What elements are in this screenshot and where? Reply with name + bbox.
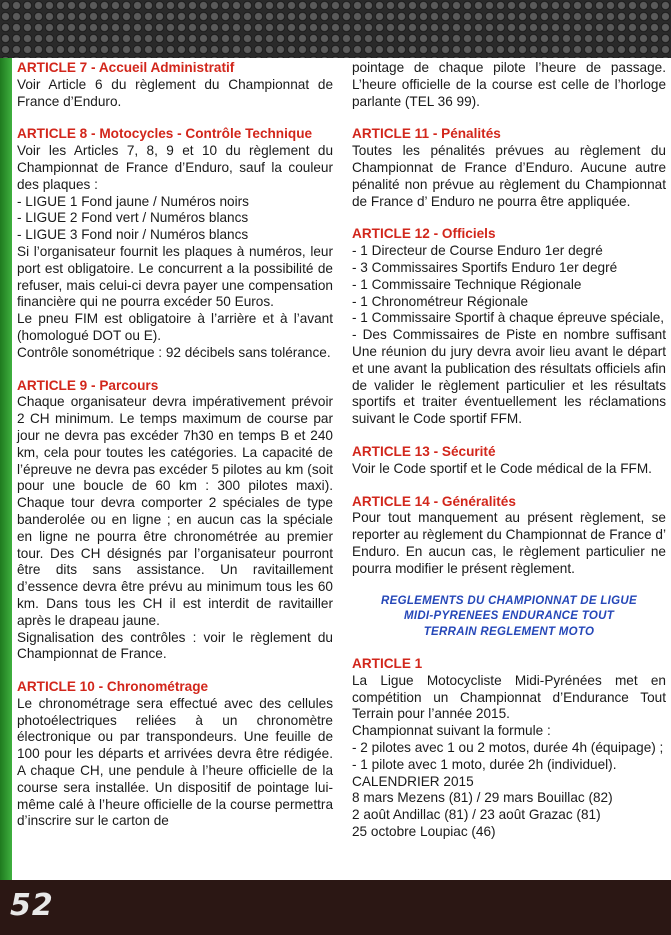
calendar-title: CALENDRIER 2015 <box>352 773 474 789</box>
ligue-article-1-heading: ARTICLE 1 <box>352 656 423 672</box>
article-12-item: - 1 Commissaire Technique Régionale <box>352 276 582 292</box>
footer-band <box>0 880 671 935</box>
ligue-regulations-title-line-2: MIDI-PYRENEES ENDURANCE TOUT <box>403 610 615 623</box>
article-8-plates-text: Si l’organisateur fournit les plaques à numéros, leur port est obligatoire. Le concurrent a la possibilité de refuser, mais celui-ci devra payer une compensation financière qui ne pourra excéder 50 Euros. <box>17 243 333 310</box>
article-12-item: - 1 Commissaire Sportif à chaque épreuve spéciale, <box>352 310 665 326</box>
article-8-heading: ARTICLE 8 - Motocycles - Contrôle Technique <box>17 126 313 142</box>
calendar-line: 8 mars Mezens (81) / 29 mars Bouillac (82) <box>352 790 613 806</box>
article-12-item: - 1 Chronométreur Régionale <box>352 293 529 309</box>
article-7-heading: ARTICLE 7 - Accueil Administratif <box>17 60 235 75</box>
article-10-continued-text: pointage de chaque pilote l’heure de passage. L’heure officielle de la course est celle de l’horloge parlante (TEL 36 99). <box>352 60 666 109</box>
article-8-tyre-text: Le pneu FIM est obligatoire à l’arrière et à l’avant (homologué DOT ou E). <box>17 311 333 343</box>
article-8-sound-text: Contrôle sonométrique : 92 décibels sans tolérance. <box>17 344 331 360</box>
article-11-heading: ARTICLE 11 - Pénalités <box>352 126 501 142</box>
article-12-item: - 3 Commissaires Sportifs Enduro 1er degré <box>352 259 618 275</box>
calendar-line: 2 août Andillac (81) / 23 août Grazac (81) <box>352 807 601 823</box>
article-9-heading: ARTICLE 9 - Parcours <box>17 377 159 393</box>
article-8-text: Voir les Articles 7, 8, 9 et 10 du règlement du Championnat de France d’Enduro, sauf la couleur des plaques : <box>17 143 333 192</box>
ligue-regulations-title-line-1: REGLEMENTS DU CHAMPIONNAT DE LIGUE <box>381 594 637 607</box>
right-column <box>352 60 666 841</box>
article-9-signals-text: Signalisation des contrôles : voir le règlement du Championnat de France. <box>17 629 333 662</box>
left-column <box>17 60 333 830</box>
article-13-heading: ARTICLE 13 - Sécurité <box>352 443 496 459</box>
article-10-text: Le chronométrage sera effectué avec des cellules photoélectriques reliées à un chronomètre électronique ou par transpondeurs. Une feuille de 100 pour les départs et arrivées devra être rédigée. A chaque CH, une pendule à l’heure officielle de la course sera installée. Un dispositif de pointage lui-même calé à l’heure officielle de la course permettra d’inscrire sur le carton de <box>17 695 333 829</box>
article-7-text: Voir Article 6 du règlement du Championnat de France d’Enduro. <box>17 76 333 109</box>
article-9-text: Chaque organisateur devra impérativement prévoir 2 CH minimum. Le temps maximum de course par jour ne devra pas excéder 7h30 en temps B et 240 km, cela pour toutes les catégories. La capacité de l’épreuve ne devra pas excéder 5 pilotes au km (soit pour une boucle de 60 km : 300 pilotes maxi). Chaque tour devra comporter 2 spéciales de type banderolée ou en ligne ; en aucun cas la spéciale en ligne ne pourra être chronométrée au premier tour. Des CH désignés par l’organisateur pourront être dits sans assistance. Un ravitaillement d’essence devra être prévu au minimum tous les 60 km. Dans tous les CH il est interdit de ravitailler après le drapeau jaune. <box>17 394 333 628</box>
page-number: 52 <box>10 888 54 923</box>
article-12-item: - Des Commissaires de Piste en nombre suffisant Une réunion du jury devra avoir lieu avant le départ et une avant la publication des résultats officiels afin de valider le règlement particulier et les résultats sportifs et traiter éventuellement les réclamations suivant le Code sportif FFM. <box>352 327 666 427</box>
calendar-line: 25 octobre Loupiac (46) <box>352 823 496 839</box>
article-10-heading: ARTICLE 10 - Chronométrage <box>17 679 209 695</box>
ligue-article-1-formula-individual: - 1 pilote avec 1 moto, durée 2h (individuel). <box>352 756 617 772</box>
article-13-text: Voir le Code sportif et le Code médical de la FFM. <box>352 460 652 476</box>
article-12-heading: ARTICLE 12 - Officiels <box>352 226 496 242</box>
article-11-text: Toutes les pénalités prévues au règlement du Championnat de France d’Enduro. Aucune autre pénalité non prévue au règlement du Championnat de France d’ Enduro ne pourra être appliquée. <box>352 143 666 209</box>
header-pattern-band <box>0 0 671 58</box>
ligue-article-1-text: La Ligue Motocycliste Midi-Pyrénées met en compétition un Championnat d’Endurance Tout Terrain pour l’année 2015. <box>352 672 666 722</box>
ligue-regulations-title-line-3: TERRAIN REGLEMENT MOTO <box>423 625 595 638</box>
article-8-ligue-3: - LIGUE 3 Fond noir / Numéros blancs <box>17 227 249 243</box>
article-12-item: - 1 Directeur de Course Enduro 1er degré <box>352 243 603 259</box>
green-side-stripe <box>0 58 12 880</box>
ligue-article-1-formula: Championnat suivant la formule : <box>352 723 551 739</box>
ligue-article-1-formula-team: - 2 pilotes avec 1 ou 2 motos, durée 4h (équipage) ; <box>352 740 664 755</box>
article-8-ligue-2: - LIGUE 2 Fond vert / Numéros blancs <box>17 210 249 226</box>
article-14-heading: ARTICLE 14 - Généralités <box>352 493 516 509</box>
article-14-text: Pour tout manquement au présent règlement, se reporter au règlement du Championnat de France d’ Enduro. En aucun cas, le règlement particulier ne pourra modifier le présent règlement. <box>352 510 666 576</box>
article-8-ligue-1: - LIGUE 1 Fond jaune / Numéros noirs <box>17 193 249 209</box>
